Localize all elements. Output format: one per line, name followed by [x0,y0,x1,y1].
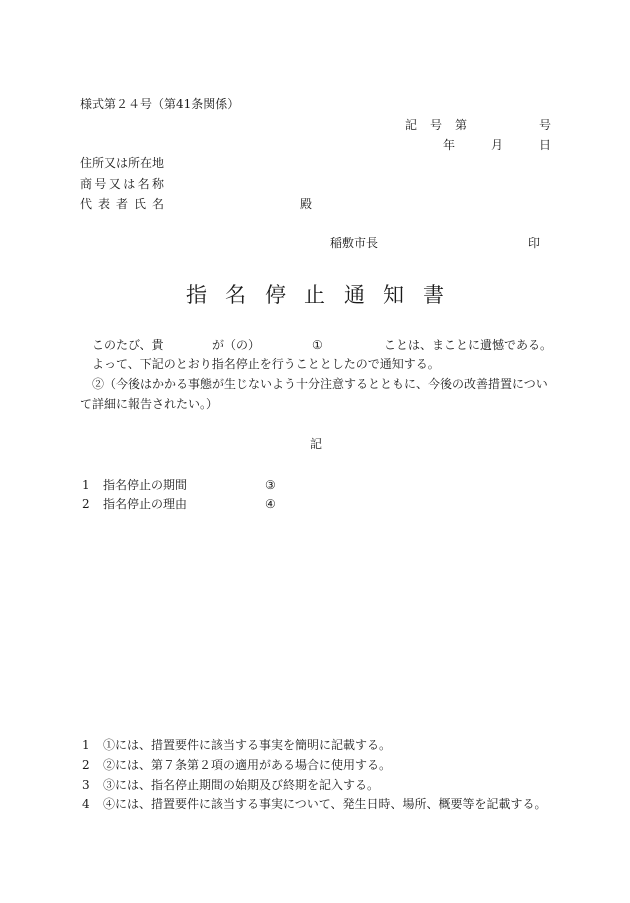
dai-char: 第 [455,118,468,132]
note-text: ②には、第７条第２項の適用がある場合に使用する。 [103,758,392,772]
year-label: 年 [443,138,456,152]
body-paragraph-2: よって、下記のとおり指名停止を行うこととしたので通知する。 [92,357,440,371]
body-text: ことは、まことに遺憾である。 [384,338,553,352]
seal-mark: 印 [528,236,541,250]
issuer-name: 稲敷市長 [330,236,379,250]
item-number: 1 [82,478,90,492]
month-label: 月 [491,138,504,152]
item-label: 指名停止の理由 [103,497,188,511]
note-number: 3 [82,778,90,792]
note-text: ④には、措置要件に該当する事実について、発生日時、場所、概要等を記載する。 [103,797,547,811]
title-char: 指 [186,283,207,307]
title-char: 停 [265,283,286,307]
note-text: ①には、措置要件に該当する事実を簡明に記載する。 [103,738,392,752]
body-paragraph-3: ②（今後はかかる事態が生じないよう十分注意するとともに、今後の改善措置につい [92,377,548,391]
trade-name-label: 商号又は名称 [80,177,167,191]
note-text: ③には、指名停止期間の始期及び終期を記入する。 [103,778,380,792]
honorific: 殿 [300,197,313,211]
body-paragraph-3-cont: て詳細に報告されたい。） [80,397,219,411]
title-char: 通 [344,283,365,307]
ki-char: 記 [405,118,418,132]
item-marker: ③ [265,478,276,492]
form-number: 様式第２４号（第41条関係） [80,97,240,111]
title-char: 名 [225,283,246,307]
go-char: 号 [430,118,443,132]
body-text: このたび、貴 [92,338,164,352]
go-end-char: 号 [539,118,552,132]
body-text: が（の） [212,338,261,352]
address-label: 住所又は所在地 [80,156,165,170]
title-char: 知 [383,283,404,307]
note-number: 2 [82,758,90,772]
note-number: 1 [82,738,90,752]
title-char: 書 [423,283,444,307]
item-number: 2 [82,497,90,511]
title-char: 止 [304,283,325,307]
item-label: 指名停止の期間 [103,478,188,492]
representative-label: 代表者氏名 [80,197,171,211]
day-label: 日 [539,138,552,152]
note-number: 4 [82,797,90,811]
ki-heading: 記 [310,437,323,451]
item-marker: ④ [265,497,276,511]
marker-1: ① [312,338,323,352]
